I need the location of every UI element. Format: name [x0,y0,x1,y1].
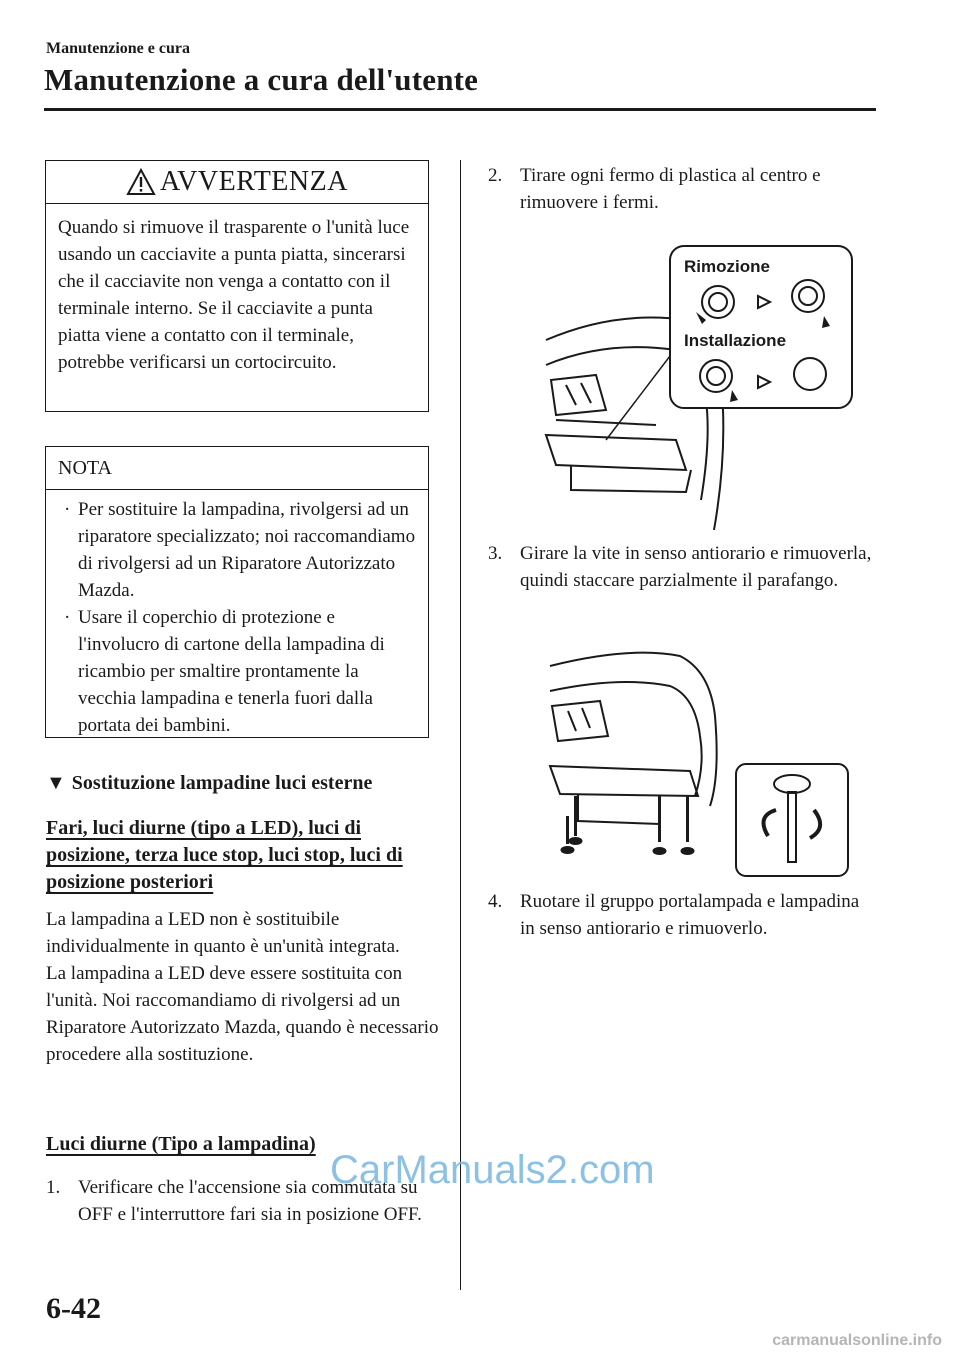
subsection-title [46,815,436,896]
watermark: CarManuals2.com [330,1148,655,1192]
screw-callout-box [736,764,848,876]
subsection-title-2-text: Luci diurne (Tipo a lampadina) [46,1133,316,1155]
warning-triangle-icon [126,168,156,196]
page-number: 6-42 [46,1292,101,1325]
screw-icon [653,847,667,855]
step-number: 3. [488,543,503,564]
label-installation: Installazione [684,331,787,350]
note-title-row [46,447,428,490]
bullet-dot-icon: · [64,607,71,628]
step-number: 4. [488,891,503,912]
warning-title-row [46,161,428,204]
step-text: Ruotare il gruppo portalampada e lampadina in senso antiorario e rimuoverlo. [520,891,860,939]
figure-screw-removal [540,646,852,880]
subsection-title-2 [46,1133,316,1156]
figure-clip-removal [536,240,856,536]
header-section: Manutenzione e cura [46,40,190,57]
screw-icon [681,847,695,855]
bullet-dot-icon: · [64,499,71,520]
note-body [46,490,428,739]
note-item-text: Usare il coperchio di protezione e l'involucro di cartone della lampadina di ricambio per smaltire prontamente la vecchia lampadina e tenerla fuori dalla portata dei bambini. [78,607,385,736]
label-removal: Rimozione [684,257,770,276]
subsection-title-text: Fari, luci diurne (tipo a LED), luci di posizione, terza luce stop, luci stop, luci di posizione posteriori [46,817,403,893]
warning-text: Quando si rimuove il trasparente o l'unità luce usando un cacciavite a punta piatta, sincerarsi che il cacciavite non venga a contatto con il terminale interno. Se il cacciavite a punta piatta viene a contatto con il terminale, potrebbe verificarsi un cortocircuito. [58,217,410,373]
paragraph: La lampadina a LED non è sostituibile individualmente in quanto è un'unità integrata. [46,909,400,957]
step-number: 2. [488,165,503,186]
triangle-down-icon: ▼ [46,772,66,794]
step-text: Tirare ogni fermo di plastica al centro e rimuovere i fermi. [520,165,821,213]
note-item [58,496,418,604]
note-box [45,446,429,738]
step-text: Verificare che l'accensione sia commutata su OFF e l'interruttore fari sia in posizione OFF. [78,1177,422,1225]
step-4 [488,888,873,942]
screws [561,796,695,855]
note-item-text: Per sostituire la lampadina, rivolgersi ad un riparatore specializzato; noi raccomandiamo di rivolgersi ad un Riparatore Autorizzato Mazda. [78,499,416,601]
callout-box [670,246,852,408]
step-2 [488,162,873,216]
paragraph: La lampadina a LED deve essere sostituita con l'unità. Noi raccomandiamo di rivolgersi ad un Riparatore Autorizzato Mazda, quando è necessario procedere alla sostituzione. [46,963,439,1065]
section-title [46,772,372,795]
column-divider [460,160,461,1290]
note-title: NOTA [58,456,112,479]
section-title-text: Sostituzione lampadine luci esterne [71,772,373,794]
step-text: Girare la vite in senso antiorario e rimuoverla, quindi staccare parzialmente il parafango. [520,543,872,591]
warning-title: AVVERTENZA [160,166,348,197]
footer-watermark: carmanualsonline.info [772,1332,942,1349]
note-item [58,604,418,739]
header-rule [44,108,876,111]
screw-icon [561,846,575,854]
page-title: Manutenzione a cura dell'utente [44,62,479,97]
step-3 [488,540,873,594]
warning-box [45,160,429,412]
body-text [46,906,441,1068]
step-number: 1. [46,1177,61,1198]
screw-icon [569,837,583,845]
